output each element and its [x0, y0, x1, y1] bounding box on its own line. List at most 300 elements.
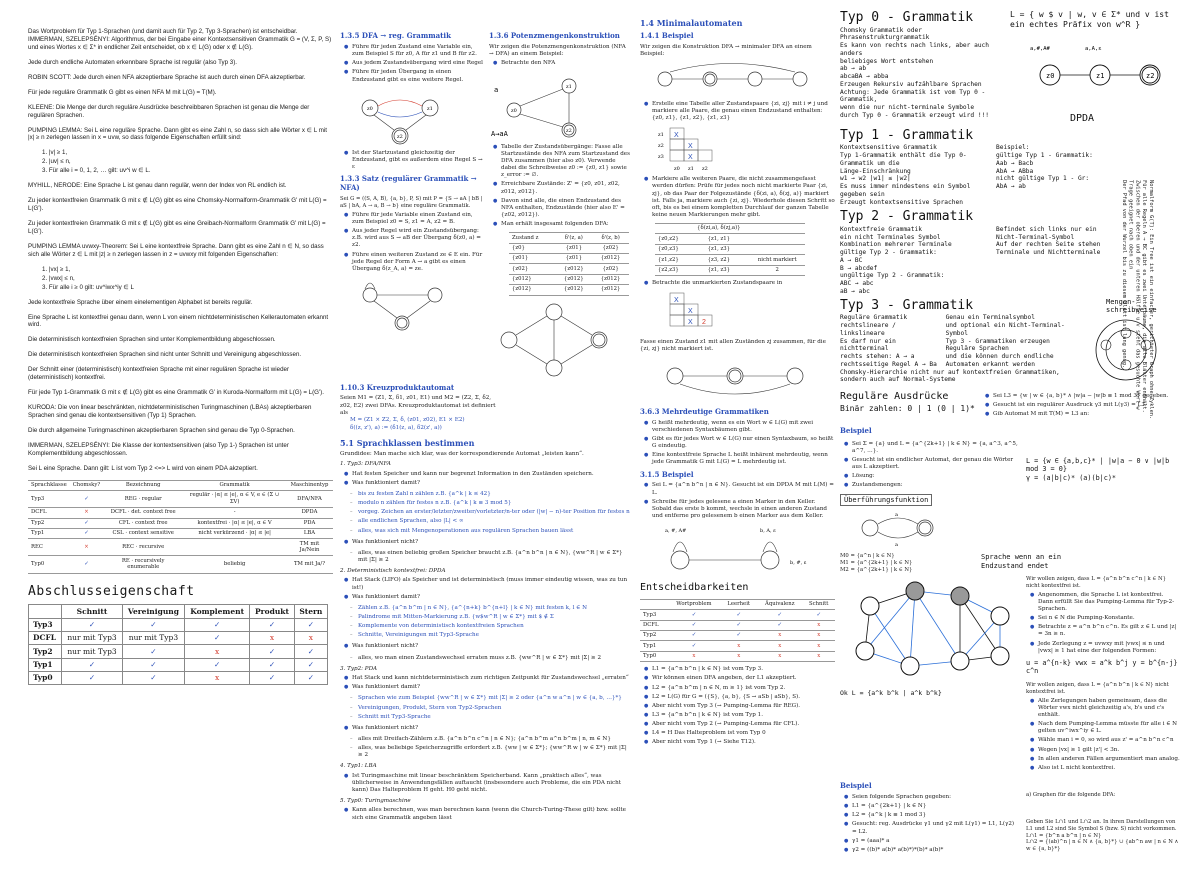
closure-cell: ✓ — [250, 672, 295, 685]
decide-cell: ✓ — [720, 620, 757, 630]
svg-text:z0: z0 — [511, 107, 517, 114]
svg-text:b, #, ε: b, #, ε — [790, 560, 807, 567]
table-row — [655, 255, 805, 265]
s133-item: ● Aus jeder Regel wird ein Zustandsübergang: z.B. wird aus S → aB der Übergang δ(z0, a) = z2. — [344, 228, 483, 249]
pump-item: ● Betrachte z = a^n b^n c^n. Es gilt z ∈ L und |z| = 3n ≥ n. — [1030, 624, 1180, 638]
s141-final: Fasse einen Zustand z1 mit allen Zuständen zj zusammen, für die {zi, zj} nicht markiert ist. — [640, 339, 826, 353]
table-row — [640, 641, 835, 651]
typ2-sub-item: – Sprachen wie zum Beispiel {ww^R | w ∈ Σ*} mit |Σ| ≥ 2 oder {a^n w a^n | w ∈ {a, b, …}*} — [350, 695, 632, 702]
c3-bottom-item: ● L4 = H Das Halteproblem ist vom Typ 0 — [644, 730, 835, 737]
class-cell: ✓ — [70, 556, 103, 573]
s141b-list — [644, 176, 835, 219]
language-classes — [340, 438, 632, 822]
theorem: Jede kontextfreie Sprache über einem einelementigen Alphabet ist bereits regulär. — [28, 298, 253, 306]
table-row — [28, 528, 333, 538]
c3-bottom-item: ● L2 = L(G) für G = ({S}, {a, b}, {S → aSb | aSb}, S). — [644, 694, 835, 701]
svg-text:X: X — [688, 319, 693, 327]
theorem-list — [28, 28, 333, 473]
s363-list — [644, 420, 835, 467]
typ1-line: Es muss immer mindestens ein Symbol — [840, 183, 971, 191]
typ1-title: Typ 1 - Grammatik — [840, 127, 974, 143]
dcfl-sub-item: – Schnitte, Vereinigungen mit Typ3-Sprache — [350, 632, 632, 639]
typ3-right-line: Genau ein Terminalsymbol — [945, 314, 1035, 322]
theorem: Eine Sprache L ist kontextfrei genau dann, wenn L von einem nichtdeterministischen Kellerautomaten erkannt wird. — [28, 313, 329, 329]
bsp2-right: a) Graphen für die folgende DFA: — [1026, 791, 1116, 798]
dfa-diagram-1 — [340, 88, 480, 148]
s315-item: ● Sei L = {a^n b^n | n ∈ N}. Gesucht ist ein DPDA M mit L(M) = L. — [644, 482, 835, 496]
theorem: Die durch allgemeine Turingmaschinen akzeptierbaren Sprachen sind genau die Typ 0-Sprachen. — [28, 426, 295, 434]
typ1-line: Länge-Einschränkung — [840, 167, 911, 175]
svg-text:z2: z2 — [658, 143, 664, 150]
mark-table-1 — [640, 126, 760, 174]
theorem: IMMERMAN, SZELEPSÉNYI: Die Klasse der kontextsensitiven (also Typ 1-) Sprachen ist unter Komplementbildung abgeschlossen. — [28, 441, 289, 457]
typ2-item: ● Hat Stack und kann nichtdeterministisch zum richtigen Zeitpunkt für Zustandswechsel „erraten“ — [344, 675, 632, 682]
decidability-table — [640, 599, 835, 662]
typ2-sub-list — [350, 695, 632, 720]
closure-cell: x — [250, 631, 295, 644]
graph-node — [901, 657, 919, 675]
minimize-table — [655, 223, 805, 276]
closure-head-cell: Stern — [294, 605, 327, 618]
vertical-note-line: Normalform G(T): Ein Tree ist ein einfacher, gerichteter Graph ohne Zyklen. — [1147, 180, 1154, 420]
graph-node — [991, 607, 1009, 625]
theorem: ROBIN SCOTT: Jede durch einen NFA akzeptierbare Sprache ist auch durch einen DFA akzeptierbar. — [28, 73, 306, 81]
typ3-head: 1. Typ3: DFA/NFA — [340, 461, 391, 468]
closure-cell: ✓ — [294, 645, 327, 658]
column-1 — [28, 28, 333, 877]
pumping-condition: 2. |uv| ≤ n, — [42, 158, 71, 166]
decide-cell: x — [720, 641, 757, 651]
class-cell: PDA — [286, 518, 333, 528]
svg-text:z0: z0 — [367, 105, 373, 112]
minimize-header — [655, 224, 805, 234]
regex-example-item: ● Sei L3 = {w | w ∈ {a, b}* ∧ |w|a − |w|b ≡ 1 mod 3} gegeben. — [985, 393, 1180, 400]
svg-text:X: X — [688, 308, 693, 316]
class-cell: Typ3 — [28, 491, 70, 508]
typ0-line: Chomsky Grammatik oder Phrasenstrukturgrammatik — [840, 26, 930, 42]
table-row — [29, 658, 328, 671]
graph-label: Ok L = {a^k b^k | a^k b^k} — [840, 688, 942, 697]
powerset-cell: {z02} — [509, 264, 555, 274]
typ2-line: gültige Typ 2 - Grammatik: — [840, 249, 937, 257]
typ3-sub-item: – bis zu festen Zahl n zählen z.B. {a^k | k ≤ 42} — [350, 491, 632, 498]
theorem: Jede durch endliche Automaten erkennbare Sprache ist regulär (also Typ 3). — [28, 58, 238, 66]
typ3-right-line: und die können durch endliche — [945, 353, 1054, 361]
s135b-item: ● Ist der Startzustand gleichzeitig der Endzustand, gibt es außerdem eine Regel S → ε — [344, 150, 483, 171]
powerset-cell: {z02} — [592, 264, 629, 274]
decide-cell: ✓ — [720, 631, 757, 641]
last-line: L∩2 = {(ab)^n | n ∈ N ∧ {a, b}*} ∪ {ab^n aw | n ∈ N ∧ w ∈ {a, b}*} — [1026, 839, 1179, 853]
dfa-diagram-3 — [640, 59, 830, 99]
pump2-list — [1030, 698, 1180, 772]
section-135: 1.3.5 DFA → reg. Grammatik — [340, 31, 451, 40]
s1103-formula-1: M = (Z1 × Z2, Σ, δ, (z01, z02), E1 × E2) — [350, 417, 465, 424]
class-cell: Typ2 — [28, 518, 70, 528]
powerset-cell: {z012} — [555, 285, 592, 295]
svg-text:z2: z2 — [566, 127, 572, 134]
closure-cell: Typ1 — [29, 658, 62, 671]
decide-cell: x — [668, 651, 721, 661]
uberfuhrung-label: Überführungsfunktion — [840, 494, 932, 507]
class-head-cell: Grammatik — [183, 480, 286, 490]
pump2-item: ● Nach dem Pumping-Lemma müsste für alle i ∈ N gelten uv^iwx^iy ∈ L. — [1030, 721, 1180, 735]
dcfl-sub-item: – Palindrome mit Mitten-Markierung z.B. {w$w^R | w ∈ Σ*} mit $ ∉ Σ — [350, 614, 632, 621]
typ3-no: ● Was funktioniert nicht? — [344, 539, 632, 546]
typ2-sub-item: – Schnitt mit Typ3-Sprache — [350, 714, 632, 721]
decide-cell: Typ3 — [640, 610, 668, 620]
minimize-head-cell — [655, 224, 688, 234]
typ1-line: Erzeugt kontextsensitive Sprachen — [840, 198, 963, 206]
beispiel-block — [840, 439, 1020, 554]
closure-head-cell: Komplement — [185, 605, 250, 618]
decide-cell: Typ2 — [640, 631, 668, 641]
closure-cell: ✓ — [185, 631, 250, 644]
s141a-list — [644, 101, 835, 122]
powerset-header — [509, 233, 629, 243]
table-row — [29, 645, 328, 658]
zustandsmenge-lines — [840, 553, 975, 574]
typ3-block — [840, 298, 1070, 388]
typ1-right-line: AbA → ABba — [996, 167, 1034, 175]
powerset-cell: {z012} — [592, 285, 629, 295]
table-row — [655, 265, 805, 275]
class-cell: REG · regular — [103, 491, 183, 508]
typ1-right-line: nicht gültige Typ 1 - Gr: — [996, 175, 1090, 183]
theorem: Die deterministisch kontextfreien Sprachen sind nicht unter Schnitt und Vereinigung abgeschlossen. — [28, 351, 302, 359]
pump-list — [1030, 592, 1180, 655]
table-row — [509, 254, 629, 264]
class-cell — [183, 539, 286, 556]
closure-cell: ✓ — [294, 672, 327, 685]
graph-edge — [960, 596, 1000, 656]
class-cell: × — [70, 508, 103, 518]
dcfl-item: ● Was funktioniert damit? — [344, 594, 632, 601]
pump-item: ● Jede Zerlegung z = uvwxy mit |vwx| ≤ n und |vwx| ≥ 1 hat eine der folgenden Formen: — [1030, 641, 1180, 655]
column-4 — [840, 10, 1180, 859]
svg-text:a: a — [895, 542, 898, 549]
graph-edge — [910, 591, 915, 666]
class-head-cell: Chomsky? — [70, 480, 103, 490]
typ3-line: Reguläre Grammatik — [840, 314, 908, 322]
closure-head-cell: Vereinigung — [122, 605, 184, 618]
mark-table-2 — [640, 291, 760, 339]
typ3-right-line: Typ 3 - Grammatiken erzeugen — [945, 337, 1050, 345]
language-class-table — [28, 480, 333, 574]
theorem: Zu jeder kontextfreien Grammatik G mit ε ∉ L(G) gibt es eine Greibach-Normalform Grammatik G' mit L(G) = L(G'). — [28, 220, 326, 235]
decide-cell: x — [757, 631, 802, 641]
section-51: 5.1 Sprachklassen bestimmen — [340, 437, 475, 448]
graph-node — [991, 647, 1009, 665]
theorem: Für jede reguläre Grammatik G gibt es einen NFA M mit L(G) = T(M). — [28, 88, 217, 96]
pump2-item: ● Alle Zerlegungen haben gemeinsam, dass die Wörter vwx nicht gleichzeitig a's, b's und c's enthält. — [1030, 698, 1180, 719]
svg-text:z2: z2 — [702, 166, 708, 173]
typ1-right-line: gültige Typ 1 - Grammatik: — [996, 152, 1093, 160]
c3-bottom-item: ● Wir können einen DFA angeben, der L1 akzeptiert. — [644, 675, 835, 682]
table-row — [29, 672, 328, 685]
nfa-aa-diagram — [840, 506, 1010, 550]
svg-text:z1: z1 — [566, 83, 572, 90]
minimize-cell: 2 — [749, 265, 805, 275]
typ2-item: ● Was funktioniert damit? — [344, 684, 632, 691]
pump-item: ● Sei n ∈ N die Pumping-Konstante. — [1030, 615, 1180, 622]
beispiel-item: ● Lösung: — [844, 473, 1020, 480]
typ3-right-line: und optional ein Nicht-Terminal-Symbol — [945, 322, 1065, 337]
s136-item: ● Betrachte den NFA — [493, 60, 632, 67]
decide-cell: ✓ — [668, 631, 721, 641]
minimize-head-cell: {δ(zi,a), δ(zj,a)} — [688, 224, 749, 234]
table-row — [655, 234, 805, 244]
min-dfa-diagram — [640, 354, 830, 404]
svg-text:z3: z3 — [658, 154, 664, 161]
decide-cell: x — [720, 651, 757, 661]
powerset-cell: {z01} — [555, 254, 592, 264]
binary-numbers: Binär zahlen: 0 | 1 (0 | 1)* — [840, 403, 975, 413]
s133-text: Sei G = ((S, A, B), {a, b}, P, S) mit P = {S → aA | bB | aS | bA, A → a, B → b} eine reguläre Grammatik. — [340, 196, 483, 209]
typ1-head: 4. Typ1: LBA — [340, 763, 377, 770]
dcfl-head: 2. Deterministisch kontextfrei: DPDA — [340, 568, 446, 575]
table-row — [640, 620, 835, 630]
column-2 — [340, 28, 632, 877]
decide-head-cell: Wortproblem — [668, 600, 721, 610]
vertical-note-line: Zwischen der oberen und der unteren Hälfte u,v steht das gesuchte Wort w — [1134, 180, 1141, 410]
class-cell: - — [183, 508, 286, 518]
decide-cell: ✓ — [757, 610, 802, 620]
powerset-cell: {z01} — [555, 243, 592, 253]
typ2-line: ABC → abc — [840, 280, 874, 288]
class-cell: Typ0 — [28, 556, 70, 573]
closure-cell: nur mit Typ3 — [62, 645, 122, 658]
table-row — [29, 618, 328, 631]
class-cell: REC — [28, 539, 70, 556]
typ3-sub-item: – alle endlichen Sprachen, also |L| < ∞ — [350, 518, 632, 525]
class-cell: TM mit Ja/Nein — [286, 539, 333, 556]
class-cell: nicht verkürzend · |α| ≤ |e| — [183, 528, 286, 538]
y-handwritten: γ = (a|b|c)* (a)(b|c)* — [1026, 473, 1117, 482]
class-cell: × — [70, 539, 103, 556]
powerset-cell: {z012} — [509, 274, 555, 284]
table-row — [640, 610, 835, 620]
typ0-head: 5. Typ0: Turingmaschine — [340, 798, 411, 805]
typ3-line: rechts stehen: A → a — [840, 353, 915, 361]
s136-text: Wir zeigen die Potenzmengenkonstruktion (NFA → DFA) an einem Beispiel: — [489, 43, 626, 58]
closure-cell: Typ3 — [29, 618, 62, 631]
c3-bottom-item: ● L1 = {a^n b^n | k ∈ N} ist vom Typ 3. — [644, 666, 835, 673]
table-row — [655, 244, 805, 254]
typ3-bottom: Chomsky-Hierarchie nicht nur auf kontextfreien Grammatiken, sondern auch auf Normal-Systeme — [840, 368, 1060, 384]
typ0-line: Es kann von rechts nach links, aber auch anders — [840, 42, 990, 57]
powerset-cell: {z012} — [592, 274, 629, 284]
graph-node — [951, 587, 969, 605]
l-hand-block — [1026, 439, 1180, 554]
powerset-cell: {z012} — [592, 254, 629, 264]
class-cell: beliebig — [183, 556, 286, 573]
beispiel2-item: ● γ1 = (aaa)* a — [844, 838, 1020, 845]
typ0-line: beliebiges Wort entstehen — [840, 57, 934, 65]
powerset-cell: {z012} — [555, 274, 592, 284]
typ0-line: Erzeugen Rekursiv aufzählbare Sprachen — [840, 80, 982, 88]
powerset-head-cell: Zustand z — [509, 233, 555, 243]
typ1-right-lines — [996, 144, 1126, 206]
typ2-right-line: Auf der rechten Seite stehen — [996, 241, 1101, 249]
pumping-condition: 3. Für alle i = 0, 1, 2, … gilt: uv^i w ∈ L. — [42, 167, 151, 175]
abschluss-title: Abschlusseigenschaft — [28, 583, 195, 599]
typ2-right-line: Terminale und Nichtterminale — [996, 249, 1101, 257]
class-cell: DCFL — [28, 508, 70, 518]
pump-item: ● Angenommen, die Sprache L ist kontextfrei. Dann erfüllt Sie das Pumping-Lemma für Typ-2-Sprachen. — [1030, 592, 1180, 613]
s363-item: ● G heißt mehrdeutig, wenn es ein Wort w ∈ L(G) mit zwei verschiedenen Syntaxbäumen gibt. — [644, 420, 835, 434]
s363-item: ● Gibt es für jedes Wort w ∈ L(G) nur einen Syntaxbaum, so heißt G eindeutig. — [644, 436, 835, 450]
typ3-right-line: Reguläre Sprachen — [945, 345, 1009, 353]
typ1-right-line: AbA → ab — [996, 183, 1026, 191]
pump-handwritten: u = a^{n-k} vwx = a^k b^j y = b^{n-j} c^n — [1026, 658, 1178, 676]
section-14: 1.4 Minimalautomaten — [640, 18, 743, 28]
svg-text:2: 2 — [702, 319, 706, 327]
last-lines — [1026, 819, 1180, 853]
regex-example-item: ● Gesucht ist ein regulärer Ausdruck γ3 mit L(γ3) = L3. — [985, 402, 1180, 409]
dcfl-no: ● Was funktioniert nicht? — [344, 643, 632, 650]
class-cell: DPDA — [286, 508, 333, 518]
s141-step: ● Markiere alle weiteren Paare, die nicht zusammengefasst werden dürfen: Prüfe für jedes noch nicht markierte Paar {zi, zj}, ob das Paar der Folgezustände {δ(zi, a), δ(zj, a)} markiert ist. Falls ja, markiere auch {zi, zj}. Wiederhole diesen Schritt so oft, bis es bei einem kompletten Durchlauf der ganzen Tabelle keine neuen Markierungen mehr gibt. — [644, 176, 835, 219]
theorem: PUMPING LEMMA uvwxy-Theorem: Sei L eine kontextfreie Sprache. Dann gibt es eine Zahl n ∈ N, so dass sich alle Wörter z ∈ L mit |z| ≥ n zerlegen lassen in z = uvwxy mit folgenden Eigenschaften: — [28, 242, 324, 258]
class-cell: regulär · |α| ≤ |e|, α ∈ V, e ∈ (Σ ∪ ΣV) — [183, 491, 286, 508]
beispiel2-block — [840, 778, 1020, 858]
closure-head-cell: Schnitt — [62, 605, 122, 618]
typ2-no-sub-list — [350, 736, 632, 759]
s136b-item: ● Davon sind alle, die einen Endzustand des NFA enthalten, Endzustände (hier also E' = {z02, z012}). — [493, 198, 632, 219]
decide-cell: Typ0 — [640, 651, 668, 661]
typ0-line: durch Typ 0 - Grammatik erzeugt wird !!! — [840, 111, 990, 119]
theorem: Für jede Typ 1-Grammatik G mit ε ∉ L(G) gibt es eine Grammatik G' in Kuroda-Normalform mit L(G) = L(G'). — [28, 389, 324, 397]
closure-cell: ✓ — [294, 618, 327, 631]
beispiel2-item: ● γ2 = ((b)* a(b)* a(b)*)*(b)* a(b)* — [844, 847, 1020, 854]
typ2-head: 3. Typ2: PDA — [340, 665, 378, 672]
closure-cell: ✓ — [122, 672, 184, 685]
typ0-lines — [840, 27, 1004, 120]
class-cell: ✓ — [70, 518, 103, 528]
decide-head-cell — [640, 600, 668, 610]
section-1103: 1.10.3 Kreuzproduktautomat — [340, 382, 455, 392]
class-cell: ✓ — [70, 491, 103, 508]
svg-text:X: X — [674, 132, 679, 140]
cross-product — [340, 384, 632, 432]
top-formula: L = { w $ v | w, v ∈ Σ* und v ist ein echtes Präfix von w^R } — [1010, 10, 1169, 29]
svg-text:z1: z1 — [688, 166, 694, 173]
closure-cell: nur mit Typ3 — [62, 631, 122, 644]
typ0-line: wenn die nur nicht-terminale Symbole — [840, 104, 975, 112]
s141-step: ● Betrachte die unmarkierten Zustandspaare in — [644, 280, 835, 287]
dcfl-no-sub-item: – alles, wo man einen Zustandswechsel erraten muss z.B. {ww^R | w ∈ Σ*} mit |Σ| ≥ 2 — [350, 655, 632, 662]
minimize-head-cell — [749, 224, 805, 234]
decide-cell: x — [757, 651, 802, 661]
graph-node — [951, 652, 969, 670]
typ2-line: B → abcdef — [840, 264, 878, 272]
typ3-no-sub-item: – alles, was einen beliebig großen Speicher braucht z.B. {a^n b^n | n ∈ N}, {ww^R | w ∈ Σ*} mit |Σ| ≥ 2 — [350, 550, 632, 564]
zustandsmenge-line: M0 = {a^n | k ∈ N} — [840, 553, 895, 560]
closure-cell: ✓ — [62, 658, 122, 671]
closure-cell: DCFL — [29, 631, 62, 644]
theorem: Der Schnitt einer (deterministisch) kontextfreien Sprache mit einer regulären Sprache ist wieder (deterministisch) kontextfrei. — [28, 366, 290, 382]
top-right-block — [1010, 10, 1180, 126]
powerset-construction — [489, 28, 632, 380]
typ2-right-line: Nicht-Terminal-Symbol — [996, 233, 1075, 241]
class-head-cell: Maschinentyp — [286, 480, 333, 490]
table-row — [28, 491, 333, 508]
typ2-right-line: Befindet sich links nur ein — [996, 225, 1097, 233]
svg-text:z1: z1 — [658, 132, 664, 139]
decide-cell: x — [802, 651, 835, 661]
section-133: 1.3.3 Satz (regulärer Grammatik → NFA) — [340, 174, 477, 193]
svg-text:A→aA: A→aA — [491, 129, 508, 138]
typ1-right-line: Beispiel: — [996, 144, 1030, 152]
decide-cell: ✓ — [720, 610, 757, 620]
regex-example-item: ● Gib Automat M mit T(M) = L3 an: — [985, 411, 1180, 418]
dfa-diagram-2 — [489, 300, 629, 380]
typ0-line: ab → ab — [840, 65, 867, 73]
c3-bottom-list — [644, 666, 835, 746]
decide-cell: Typ1 — [640, 641, 668, 651]
zustandsmenge-line: M2 = {a^{2k+1} | k ∈ N} — [840, 566, 913, 573]
class-cell: LBA — [286, 528, 333, 538]
c3-bottom-item: ● L2 = {a^n b^m | n ∈ N, m ≥ 1} ist vom Typ 2. — [644, 685, 835, 692]
typ1-line: Kontextsensitive Grammatik — [840, 144, 937, 152]
pump-title: Wir wollen zeigen, dass L = {a^n b^n c^n | k ∈ N} nicht kontextfrei ist. — [1026, 575, 1166, 589]
typ3-sub-list — [350, 491, 632, 535]
s135-item: ● Führe für jeden Übergang in einen Endzustand gibt es eine weitere Regel. — [344, 69, 483, 83]
nfa-diagram-2 — [489, 72, 629, 142]
dfa-to-grammar — [340, 28, 483, 380]
beispiel2-item: ● Gesucht: reg. Ausdrücke γ1 und γ2 mit L(γ1) = L1, L(γ2) = L2. — [844, 821, 1020, 835]
typ2-title: Typ 2 - Grammatik — [840, 209, 974, 225]
closure-cell: ✓ — [250, 618, 295, 631]
graph-block — [840, 576, 1020, 776]
pump2-item: ● In allen anderen Fällen argumentiert man analog. — [1030, 756, 1180, 763]
graph-node — [856, 642, 874, 660]
decide-head-cell: Leerheit — [720, 600, 757, 610]
s51-intro: Grundidee: Man mache sich klar, was der korrespondierende Automat „leisten kann“. — [340, 451, 584, 458]
typ2-no: ● Was funktioniert nicht? — [344, 725, 632, 732]
minimize-cell — [749, 244, 805, 254]
vertical-note-line: Für alle Regeln A → BC gibt es zwei Unterbäume, die alle Blätter enthält. — [1141, 180, 1148, 413]
typ1-line: gegeben sein — [840, 190, 885, 198]
beispiel2-list — [844, 794, 1020, 854]
pumping-condition: 2. |vwx| ≤ n, — [42, 274, 75, 282]
typ3-title: Typ 3 - Grammatik — [840, 297, 974, 313]
typ1-item: ● Ist Turingmaschine mit linear beschränktem Speicherband. Kann „praktisch alles“, was üblicherweise in Anwendungsfällen auftaucht (insbesondere auch Probleme, die ein PDA nicht kann) Das Halteproblem H geht. H0 geht nicht. — [344, 773, 632, 794]
table-row — [509, 264, 629, 274]
s136-list — [493, 60, 632, 67]
typ3-line: rechtslineare / linkslineare — [840, 322, 896, 337]
svg-text:a: a — [494, 85, 499, 94]
class-cell: kontextfrei · |α| ≤ |e|, α ∈ V — [183, 518, 286, 528]
decide-cell: ✓ — [668, 641, 721, 651]
typ3-list — [344, 471, 632, 487]
typ0-line: abcaBA → abba — [840, 73, 889, 81]
closure-cell: ✓ — [185, 618, 250, 631]
section-141: 1.4.1 Beispiel — [640, 31, 694, 41]
closure-table — [28, 604, 328, 685]
typ3-item: ● Was funktioniert damit? — [344, 480, 632, 487]
theorem: PUMPING LEMMA: Sei L eine reguläre Sprache. Dann gibt es eine Zahl n, so dass sich alle Wörter x ∈ L mit |x| ≥ n zerlegen lassen in x = uvw, so dass folgende Eigenschaften erfüllt sind: — [28, 126, 327, 142]
typ1-line: Typ 1-Grammatik enthält die Typ 0-Grammatik um die — [840, 152, 967, 167]
powerset-cell: {z0} — [509, 243, 555, 253]
c3-bottom-item: ● L3 = {a^n b^n | k ∈ N} ist vom Typ 1. — [644, 712, 835, 719]
c3-bottom-item: ● Aber nicht vom Typ 1 (→ Siehe T12). — [644, 739, 835, 746]
svg-text:X: X — [688, 154, 693, 162]
dpda-diagram — [1010, 30, 1180, 110]
powerset-cell: {z012} — [555, 264, 592, 274]
dcfl-sub-item: – Komplemente von deterministisch kontextfreien Sprachen — [350, 623, 632, 630]
nfa-diagram-1 — [340, 277, 480, 337]
